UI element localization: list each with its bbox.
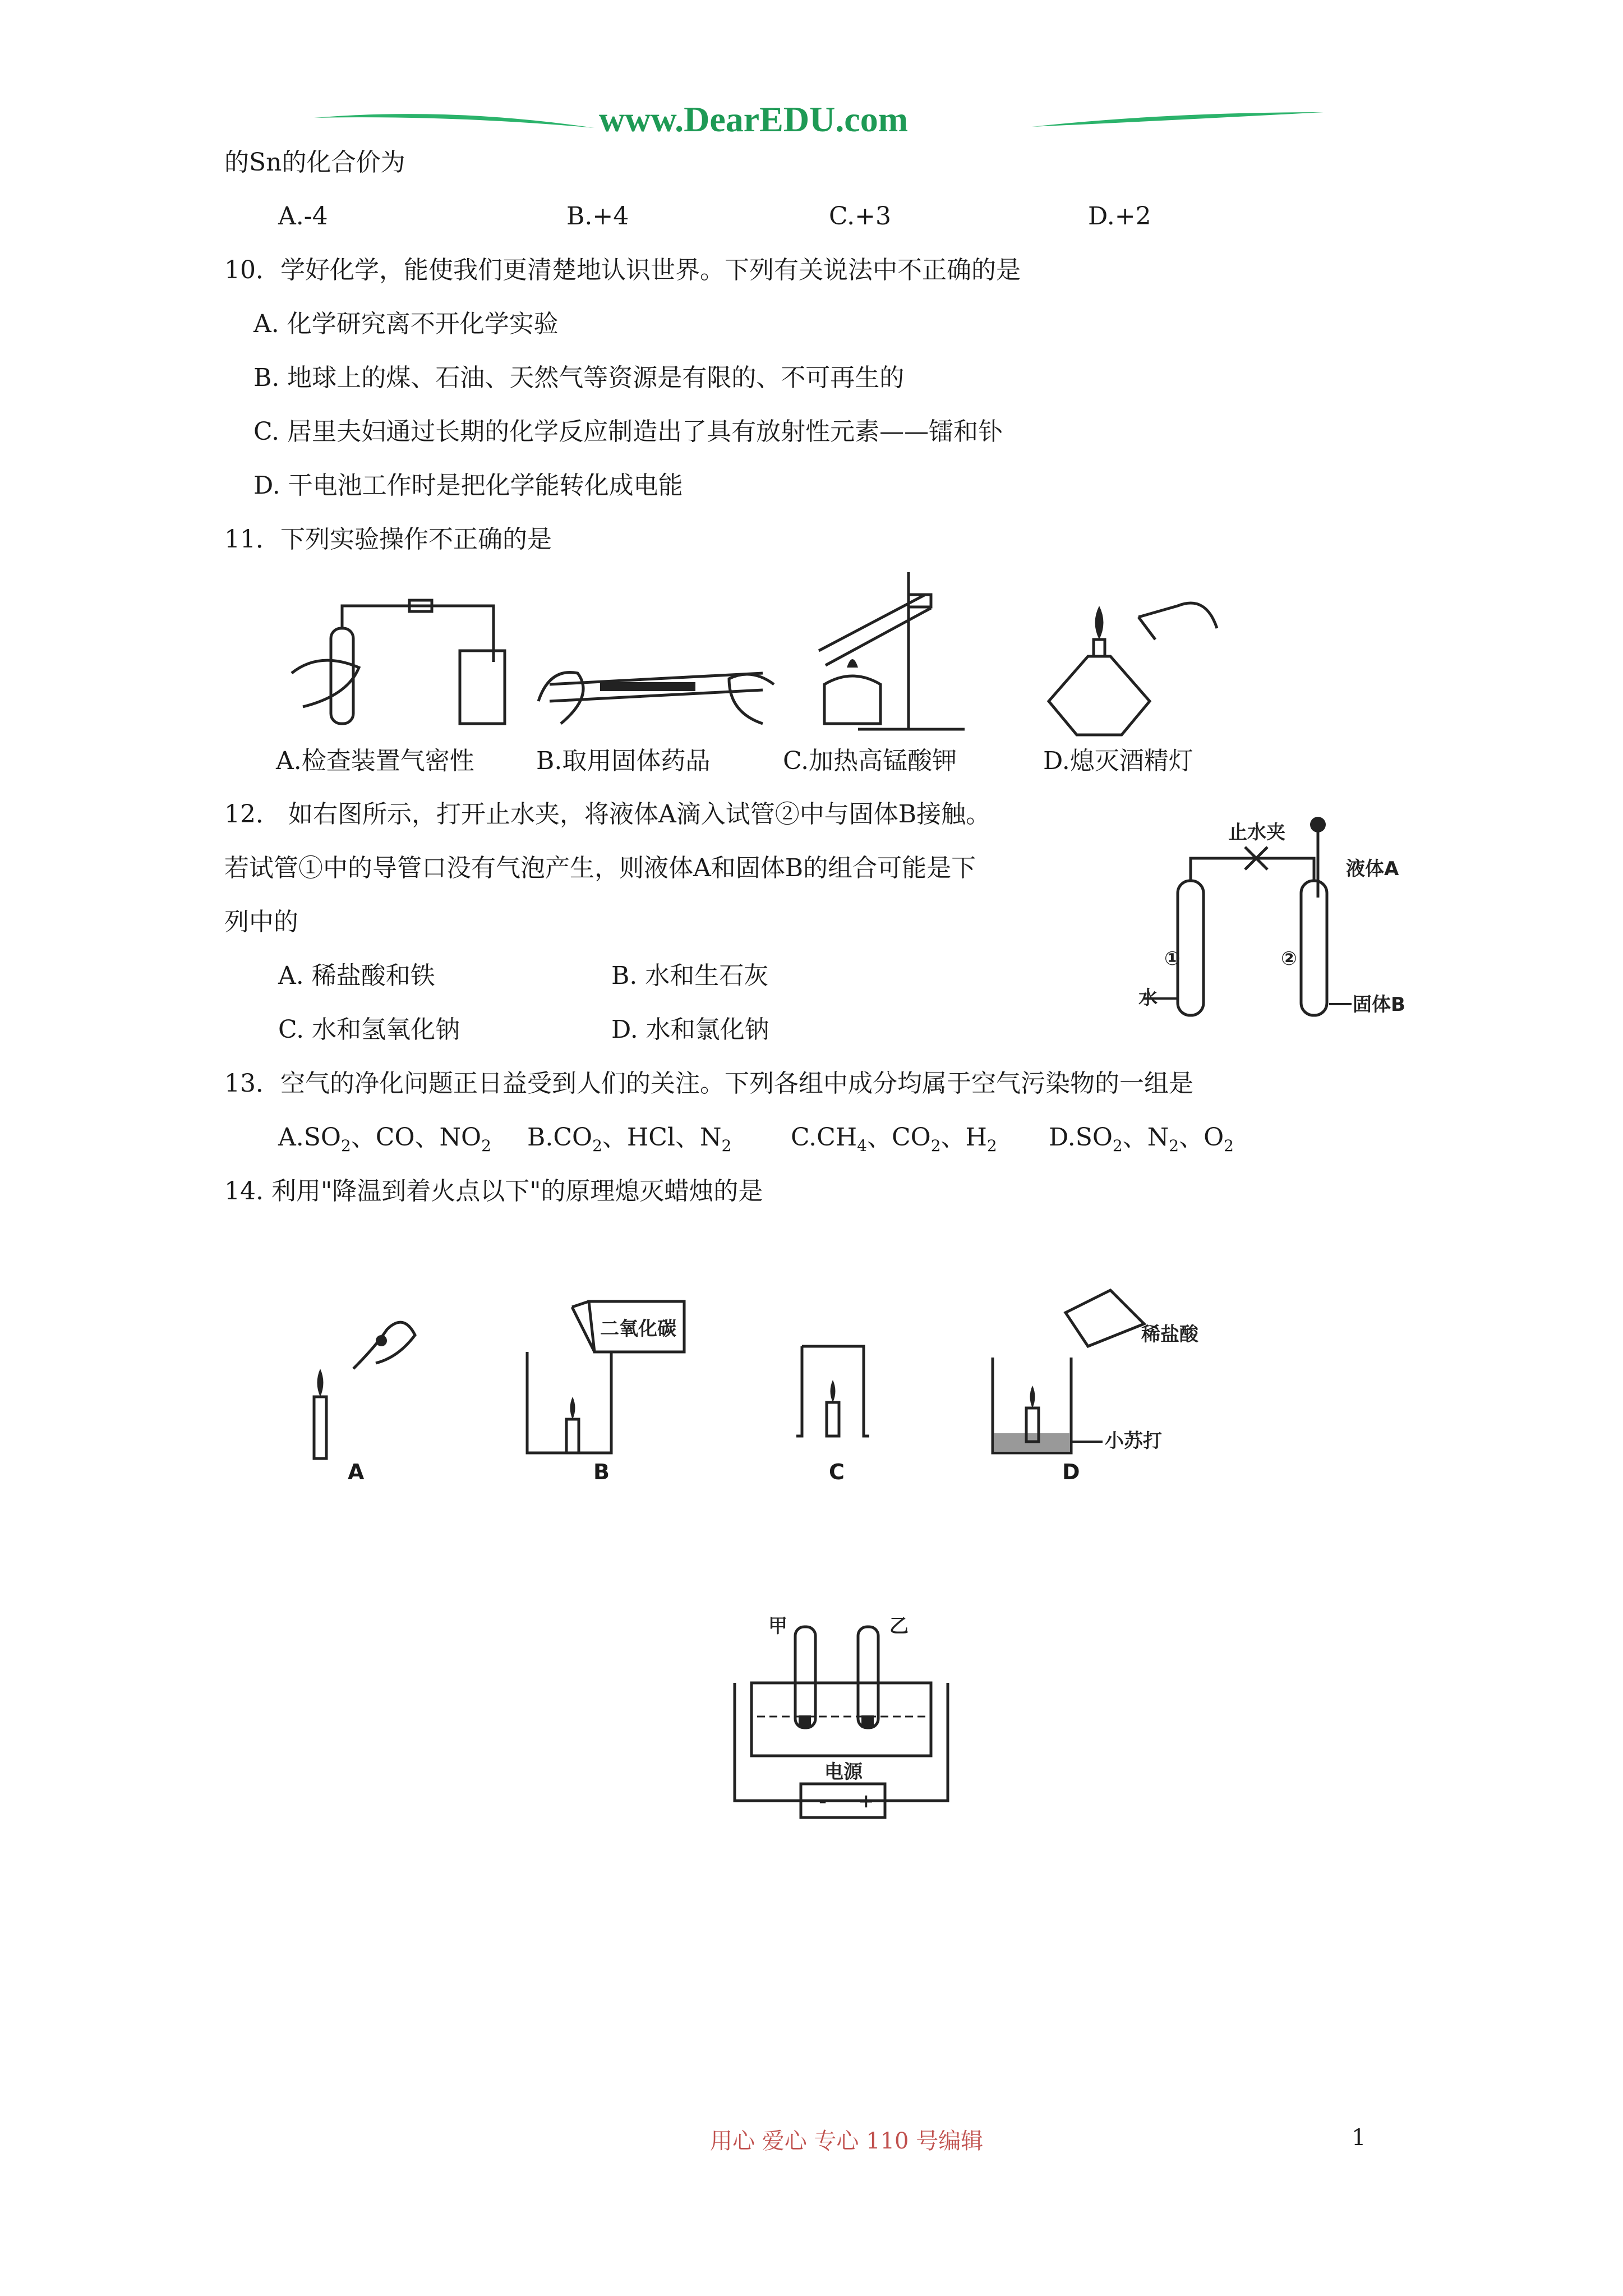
q9-option-d: D.+2 [1088,202,1151,231]
page-number: 1 [1352,2125,1366,2151]
q14-label-a: A [348,1460,365,1484]
q11-option-a: A.检查装置气密性 [276,747,474,775]
q14-figure-c-cover [791,1335,903,1484]
q11-figure-c-heating [796,561,976,746]
q13-option-a: $A.SO_2$、CO、$NO_2$ [278,1123,491,1155]
electrolysis-right-label: 乙 [889,1615,909,1637]
q11-figure-b-solid [527,617,785,752]
footer-text: 用心 爱心 专心 110 号编辑 [710,2128,984,2154]
electrolysis-minus-label: - [819,1790,827,1812]
q11-option-c: C.加热高锰酸钾 [783,747,957,775]
electrolysis-plus-label: + [858,1790,874,1812]
q10-option-b: B. 地球上的煤、石油、天然气等资源是有限的、不可再生的 [253,364,905,392]
q14-figure-b-co2 [516,1290,701,1475]
q11-figure-d-lamp [1043,583,1223,746]
q11-option-b: B.取用固体药品 [536,747,711,775]
header-logo-swoosh-left [0,0,1623,168]
q10-option-a: A. 化学研究离不开化学实验 [253,310,559,338]
q13-option-c: $C.CH_4$、$CO_2$、$H_2$ [791,1123,997,1155]
q10-option-c: C. 居里夫妇通过长期的化学反应制造出了具有放射性元素——镭和钋 [253,417,1003,446]
q12-water-label: 水 [1138,987,1158,1009]
q14-co2-label: 二氧化碳 [600,1318,676,1340]
site-logo: www.DearEDU.com [599,99,908,139]
q9-text: 的Sn的化合价为 [224,148,405,177]
q10-option-d: D. 干电池工作时是把化学能转化成电能 [253,471,683,500]
q14-label-d: D [1062,1460,1080,1484]
q12-tube2-label: ② [1281,947,1297,970]
q14-label-b: B [593,1460,610,1484]
q13-option-d: $D.SO_2$、$N_2$、$O_2$ [1049,1123,1234,1155]
q9-option-a: A.-4 [278,202,328,231]
electrolysis-figure [723,1616,959,1851]
q12-tube1-label: ① [1164,947,1181,970]
q12-option-d: D. 水和氯化钠 [611,1015,769,1044]
electrolysis-left-label: 甲 [768,1615,787,1637]
q12-option-b: B. 水和生石灰 [611,961,769,990]
q12-liquid-label: 液体A [1346,858,1399,880]
q11-figure-a-airtightness [280,583,516,729]
q11-option-d: D.熄灭酒精灯 [1043,747,1193,775]
q12-option-c: C. 水和氢氧化钠 [278,1015,460,1044]
q12-line-1: 12． 如右图所示，打开止水夹，将液体A滴入试管②中与固体B接触。 [224,800,991,829]
electrolysis-power-label: 电源 [824,1761,863,1783]
q13-stem: 13．空气的净化问题正日益受到人们的关注。下列各组中成分均属于空气污染物的一组是 [224,1069,1193,1098]
q14-label-c: C [829,1460,845,1484]
q12-clamp-label: 止水夹 [1228,821,1285,844]
q9-option-b: B.+4 [566,202,629,231]
q9-option-c: C.+3 [829,202,891,231]
q10-stem: 10．学好化学，能使我们更清楚地认识世界。下列有关说法中不正确的是 [224,256,1021,284]
q12-line-2: 若试管①中的导管口没有气泡产生，则液体A和固体B的组合可能是下 [224,854,976,882]
q14-figure-d-acid [981,1279,1198,1470]
q12-option-a: A. 稀盐酸和铁 [278,961,435,990]
q12-solid-label: 固体B [1353,993,1405,1016]
q14-figure-a-blow [292,1307,437,1475]
q14-soda-label: 小苏打 [1105,1430,1162,1452]
q12-apparatus-figure [1133,813,1413,1038]
q14-stem: 14. 利用"降温到着火点以下"的原理熄灭蜡烛的是 [224,1177,763,1205]
q13-option-b: $B.CO_2$、HCl、$N_2$ [527,1123,732,1155]
q14-acid-label: 稀盐酸 [1141,1323,1198,1346]
q12-line-3: 列中的 [224,908,298,936]
q11-stem: 11．下列实验操作不正确的是 [224,525,552,554]
